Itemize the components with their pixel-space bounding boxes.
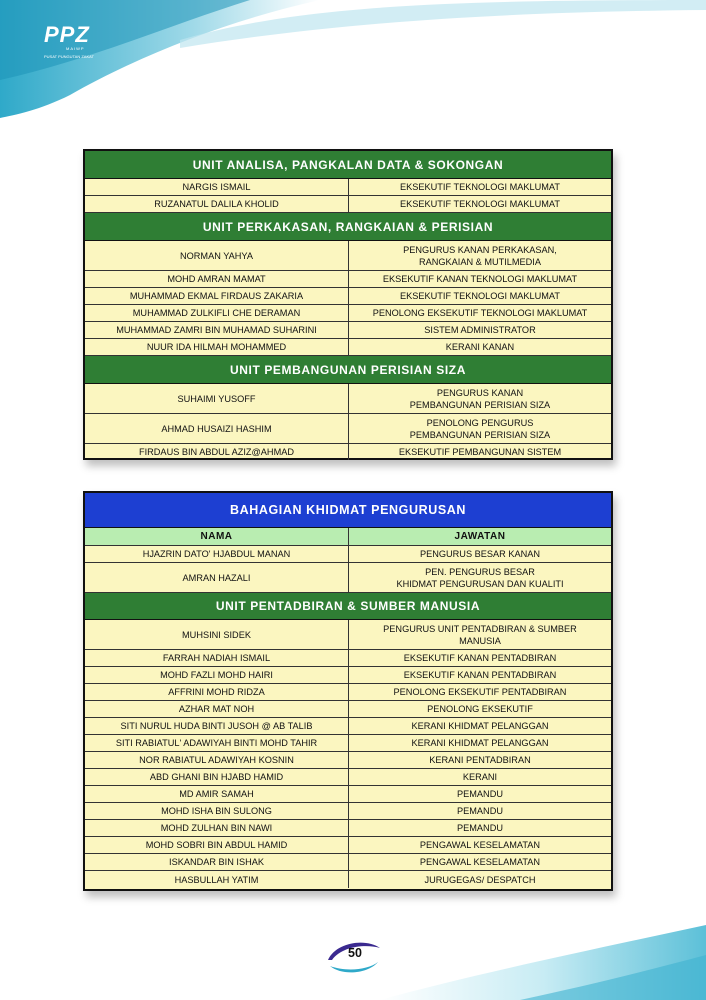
- name-cell: MUHAMMAD ZULKIFLI CHE DERAMAN: [85, 305, 349, 321]
- table-row: [85, 288, 611, 305]
- section-header-pentadbiran: UNIT PENTADBIRAN & SUMBER MANUSIA: [85, 593, 611, 620]
- position-cell: EKSEKUTIF TEKNOLOGI MAKLUMAT: [400, 182, 560, 192]
- name-cell: MD AMIR SAMAH: [85, 786, 349, 802]
- table-row: [85, 837, 611, 854]
- position-cell: KERANI KHIDMAT PELANGGAN: [411, 721, 549, 731]
- name-cell: AMRAN HAZALI: [85, 563, 349, 592]
- position-cell: PENGAWAL KESELAMATAN: [419, 840, 541, 850]
- page-number: 50: [348, 946, 362, 960]
- name-cell: MOHD ZULHAN BIN NAWI: [85, 820, 349, 836]
- position-cell: EKSEKUTIF KANAN TEKNOLOGI MAKLUMAT: [382, 274, 578, 284]
- section-header-perkakasan: UNIT PERKAKASAN, RANGKAIAN & PERISIAN: [85, 213, 611, 241]
- table-row: [85, 241, 611, 271]
- name-cell: SITI RABIATUL' ADAWIYAH BINTI MOHD TAHIR: [85, 735, 349, 751]
- column-header-nama: NAMA: [85, 528, 349, 545]
- name-cell: AZHAR MAT NOH: [85, 701, 349, 717]
- position-cell: PENOLONG EKSEKUTIF: [427, 704, 533, 714]
- position-cell: PENGAWAL KESELAMATAN: [419, 857, 541, 867]
- table-row: [85, 546, 611, 563]
- name-cell: NOR RABIATUL ADAWIYAH KOSNIN: [85, 752, 349, 768]
- table-row: [85, 820, 611, 837]
- table-row: [85, 752, 611, 769]
- name-cell: FARRAH NADIAH ISMAIL: [85, 650, 349, 666]
- position-cell: EKSEKUTIF KANAN PENTADBIRAN: [403, 670, 557, 680]
- name-cell: NARGIS ISMAIL: [85, 179, 349, 195]
- position-cell: PENGURUS KANAN PEMBANGUNAN PERISIAN SIZA: [409, 387, 551, 410]
- table-row: [85, 718, 611, 735]
- division-header: BAHAGIAN KHIDMAT PENGURUSAN: [85, 493, 611, 528]
- name-cell: ISKANDAR BIN ISHAK: [85, 854, 349, 870]
- name-cell: MOHD ISHA BIN SULONG: [85, 803, 349, 819]
- name-cell: HJAZRIN DATO' HJABDUL MANAN: [85, 546, 349, 562]
- table-row: [85, 271, 611, 288]
- table-row: [85, 854, 611, 871]
- logo-tag: MAIWP: [66, 46, 85, 51]
- section-header-analisa: UNIT ANALISA, PANGKALAN DATA & SOKONGAN: [85, 151, 611, 179]
- name-cell: MUHAMMAD EKMAL FIRDAUS ZAKARIA: [85, 288, 349, 304]
- position-cell: PENGURUS KANAN PERKAKASAN, RANGKAIAN & MUTILMEDIA: [403, 244, 557, 267]
- position-cell: PEMANDU: [457, 789, 503, 799]
- position-cell: SISTEM ADMINISTRATOR: [424, 325, 536, 335]
- management-division-table: [83, 491, 613, 891]
- name-cell: MOHD FAZLI MOHD HAIRI: [85, 667, 349, 683]
- column-header-jawatan: JAWATAN: [454, 530, 506, 542]
- table-row: [85, 735, 611, 752]
- table-row: [85, 563, 611, 593]
- position-cell: EKSEKUTIF TEKNOLOGI MAKLUMAT: [400, 199, 560, 209]
- table-row: [85, 179, 611, 196]
- name-cell: AHMAD HUSAIZI HASHIM: [85, 414, 349, 443]
- table-row: [85, 339, 611, 356]
- position-cell: PEN. PENGURUS BESAR KHIDMAT PENGURUSAN DAN KUALITI: [396, 566, 564, 589]
- position-cell: PEMANDU: [457, 823, 503, 833]
- table-row: [85, 305, 611, 322]
- position-cell: EKSEKUTIF TEKNOLOGI MAKLUMAT: [400, 291, 560, 301]
- name-cell: FIRDAUS BIN ABDUL AZIZ@AHMAD: [85, 444, 349, 460]
- name-cell: MUHAMMAD ZAMRI BIN MUHAMAD SUHARINI: [85, 322, 349, 338]
- position-cell: KERANI KANAN: [445, 342, 515, 352]
- table-row: [85, 786, 611, 803]
- name-cell: ABD GHANI BIN HJABD HAMID: [85, 769, 349, 785]
- name-cell: MUHSINI SIDEK: [85, 620, 349, 649]
- table-row: [85, 684, 611, 701]
- table-row: [85, 620, 611, 650]
- table-row: [85, 769, 611, 786]
- table-row: [85, 650, 611, 667]
- name-cell: MOHD SOBRI BIN ABDUL HAMID: [85, 837, 349, 853]
- table-row: [85, 871, 611, 888]
- section-header-siza: UNIT PEMBANGUNAN PERISIAN SIZA: [85, 356, 611, 384]
- table-row: [85, 803, 611, 820]
- logo-subtitle: PUSAT PUNGUTAN ZAKAT: [44, 54, 94, 59]
- position-cell: PENGURUS UNIT PENTADBIRAN & SUMBER MANUSIA: [383, 623, 577, 646]
- name-cell: MOHD AMRAN MAMAT: [85, 271, 349, 287]
- table-row: [85, 196, 611, 213]
- name-cell: NUUR IDA HILMAH MOHAMMED: [85, 339, 349, 355]
- name-cell: NORMAN YAHYA: [85, 241, 349, 270]
- table-row: [85, 701, 611, 718]
- position-cell: PENGURUS BESAR KANAN: [420, 549, 540, 559]
- position-cell: PENOLONG EKSEKUTIF TEKNOLOGI MAKLUMAT: [372, 308, 588, 318]
- table-row: [85, 414, 611, 444]
- position-cell: PENOLONG PENGURUS PEMBANGUNAN PERISIAN SIZA: [409, 417, 551, 440]
- ppz-logo: [44, 22, 124, 62]
- position-cell: PENOLONG EKSEKUTIF PENTADBIRAN: [393, 687, 567, 697]
- table-row: [85, 322, 611, 339]
- table-row: [85, 444, 611, 460]
- position-cell: EKSEKUTIF PEMBANGUNAN SISTEM: [398, 447, 562, 457]
- position-cell: KERANI KHIDMAT PELANGGAN: [411, 738, 549, 748]
- name-cell: AFFRINI MOHD RIDZA: [85, 684, 349, 700]
- position-cell: KERANI PENTADBIRAN: [429, 755, 531, 765]
- column-header-row: [85, 528, 611, 546]
- logo-mark: PPZ: [44, 22, 90, 47]
- name-cell: HASBULLAH YATIM: [85, 871, 349, 888]
- it-units-table: [83, 149, 613, 460]
- name-cell: SITI NURUL HUDA BINTI JUSOH @ AB TALIB: [85, 718, 349, 734]
- table-row: [85, 667, 611, 684]
- table-row: [85, 384, 611, 414]
- position-cell: PEMANDU: [457, 806, 503, 816]
- position-cell: KERANI: [462, 772, 498, 782]
- name-cell: RUZANATUL DALILA KHOLID: [85, 196, 349, 212]
- position-cell: JURUGEGAS/ DESPATCH: [424, 874, 536, 885]
- position-cell: EKSEKUTIF KANAN PENTADBIRAN: [403, 653, 557, 663]
- name-cell: SUHAIMI YUSOFF: [85, 384, 349, 413]
